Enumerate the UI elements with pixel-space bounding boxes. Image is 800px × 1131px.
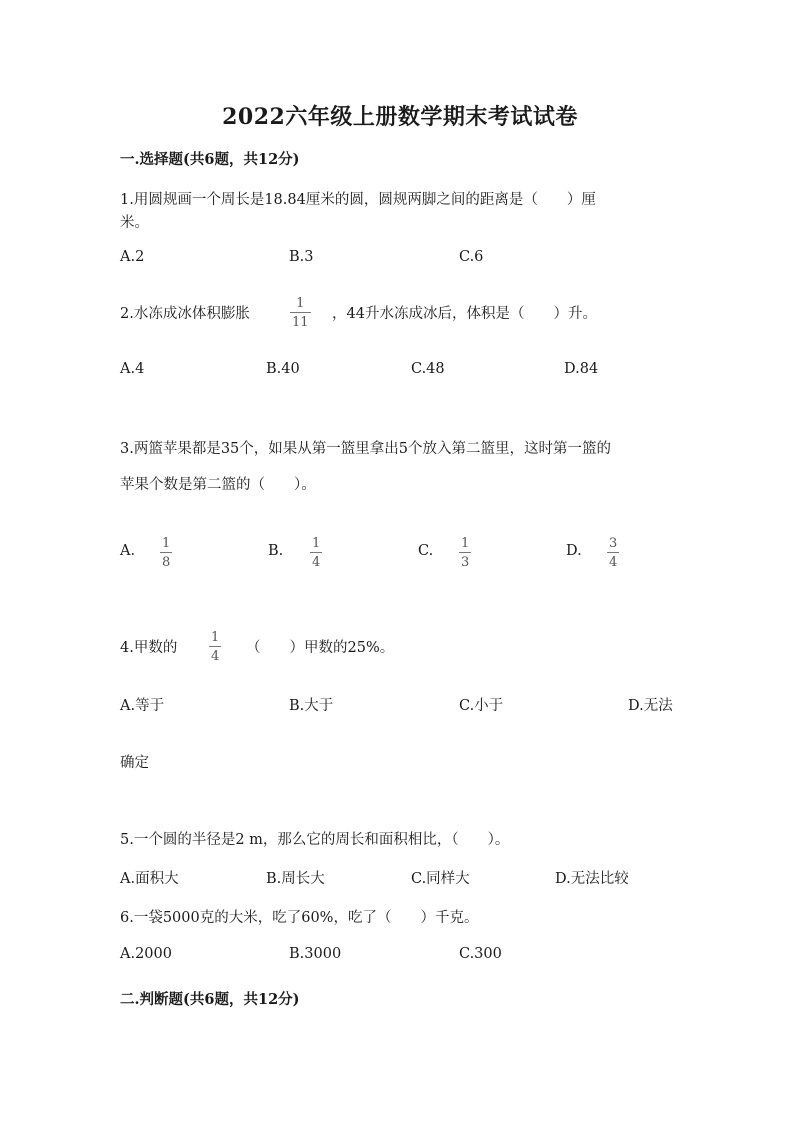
question-3-option-a-label[interactable]: A. [120,543,136,559]
question-6-option-c[interactable]: C.300 [459,946,502,962]
question-4-option-d[interactable]: D.无法 [628,698,673,714]
question-6-text: 6.一袋5000克的大米，吃了60%，吃了（ ）千克。 [120,910,479,926]
question-3-option-b-label[interactable]: B. [268,543,284,559]
question-3-option-c-label[interactable]: C. [418,543,434,559]
question-3-option-b-fraction[interactable] [310,537,322,569]
question-1-line-1: 1.用圆规画一个周长是18.84厘米的圆，圆规两脚之间的距离是（ ）厘 [120,192,596,208]
question-3-option-a-fraction[interactable] [160,537,172,569]
fraction-numerator: 1 [461,536,470,551]
fraction-denominator: 4 [609,555,618,570]
question-4-option-c[interactable]: C.小于 [459,698,504,714]
question-4-option-b[interactable]: B.大于 [289,698,334,714]
fraction-denominator: 4 [312,555,321,570]
fraction-numerator: 1 [296,296,305,311]
section-heading-choice: 一.选择题(共6题，共12分) [120,151,300,168]
question-2-text-start: 2.水冻成冰体积膨胀 [120,306,250,322]
question-4-fraction [209,631,221,663]
question-6-option-b[interactable]: B.3000 [289,946,342,962]
fraction-denominator: 4 [211,649,220,664]
question-4-text-end: （ ）甲数的25%。 [246,640,395,656]
question-5-option-a[interactable]: A.面积大 [120,871,179,887]
question-5-option-d[interactable]: D.无法比较 [555,871,629,887]
question-1-option-b[interactable]: B.3 [289,249,314,265]
question-2-option-c[interactable]: C.48 [411,361,445,377]
question-6-option-a[interactable]: A.2000 [120,946,172,962]
question-2-fraction [290,297,311,329]
question-3-option-d-label[interactable]: D. [566,543,582,559]
question-5-option-c[interactable]: C.同样大 [411,871,470,887]
fraction-denominator: 8 [162,555,171,570]
section-heading-true-false: 二.判断题(共6题，共12分) [120,991,300,1008]
question-3-line-1: 3.两篮苹果都是35个，如果从第一篮里拿出5个放入第二篮里，这时第一篮的 [120,441,612,457]
question-2-option-b[interactable]: B.40 [266,361,300,377]
question-1-option-a[interactable]: A.2 [120,249,145,265]
question-2-option-d[interactable]: D.84 [564,361,599,377]
question-1-line-2: 米。 [120,215,149,231]
question-1-option-c[interactable]: C.6 [459,249,484,265]
question-3-option-c-fraction[interactable] [459,537,471,569]
question-4-text-start: 4.甲数的 [120,640,178,656]
question-4-option-d-continued[interactable]: 确定 [120,755,149,771]
question-4-option-a[interactable]: A.等于 [120,698,165,714]
question-5-option-b[interactable]: B.周长大 [266,871,325,887]
question-2-text-end: ，44升水冻成冰后，体积是（ ）升。 [332,306,597,322]
fraction-denominator: 11 [292,315,309,330]
question-3-line-2: 苹果个数是第二篮的（ ）。 [120,477,316,493]
fraction-numerator: 1 [211,630,220,645]
question-5-text: 5.一个圆的半径是2 m，那么它的周长和面积相比，（ ）。 [120,832,510,848]
fraction-numerator: 1 [312,536,321,551]
fraction-numerator: 1 [162,536,171,551]
question-2-option-a[interactable]: A.4 [120,361,145,377]
fraction-numerator: 3 [609,536,618,551]
fraction-denominator: 3 [461,555,470,570]
question-3-option-d-fraction[interactable] [607,537,619,569]
page-title: 2022六年级上册数学期末考试试卷 [222,104,578,130]
